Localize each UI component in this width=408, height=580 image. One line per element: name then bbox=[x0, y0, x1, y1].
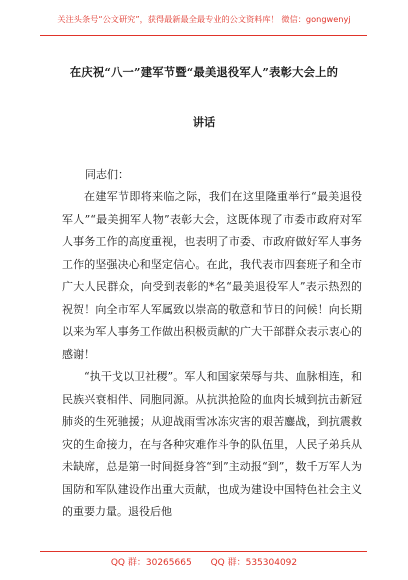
footer-qq-group-1: QQ 群：30265665 bbox=[110, 558, 192, 568]
document-subtitle: 讲话 bbox=[192, 115, 216, 129]
header-banner: 关注头条号“公文研究”，获得最新最全最专业的公文资料库！ 微信：gongwenyj bbox=[57, 14, 351, 24]
footer-qq-group-2: QQ 群：535304092 bbox=[210, 558, 298, 568]
document-body bbox=[62, 186, 362, 524]
header-divider bbox=[40, 35, 367, 36]
body-paragraph: 在建军节即将来临之际，我们在这里隆重举行“最美退役军人”“最美拥军人物”表彰大会，这既体现了市委市政府对军人事务工作的高度重视，也表明了市委、市政府做好军人事务工作的坚强决心和坚定信心。在此，我代表市四套班子和全市广大人民群众，向受到表彰的*名“最美退役军人”表示热烈的祝贺！向全市军人军属致以崇高的敬意和节日的问候！向长期以来为军人事务工作做出积极贡献的广大干部群众表示衷心的感谢！ bbox=[62, 190, 362, 361]
document-title: 在庆祝“八一”建军节暨“最美退役军人”表彰大会上的 bbox=[69, 65, 339, 79]
footer bbox=[0, 552, 408, 574]
salutation: 同志们： bbox=[85, 168, 129, 181]
body-paragraph: “执干戈以卫社稷”。军人和国家荣辱与共、血脉相连，和民族兴衰相伴、同胞同源。从抗洪抢险的血肉长城到抗击新冠肺炎的生死驰援；从迎战雨雪冰冻灾害的艰苦鏖战，到抗震救灾的生命接力，在与各种灾难作斗争的队伍里，人民子弟兵从未缺席，总是第一时间挺身答“到”主动报“到”，数千万军人为国防和军队建设作出重大贡献，也成为建设中国特色社会主义的重要力量。退役后他 bbox=[62, 370, 362, 518]
